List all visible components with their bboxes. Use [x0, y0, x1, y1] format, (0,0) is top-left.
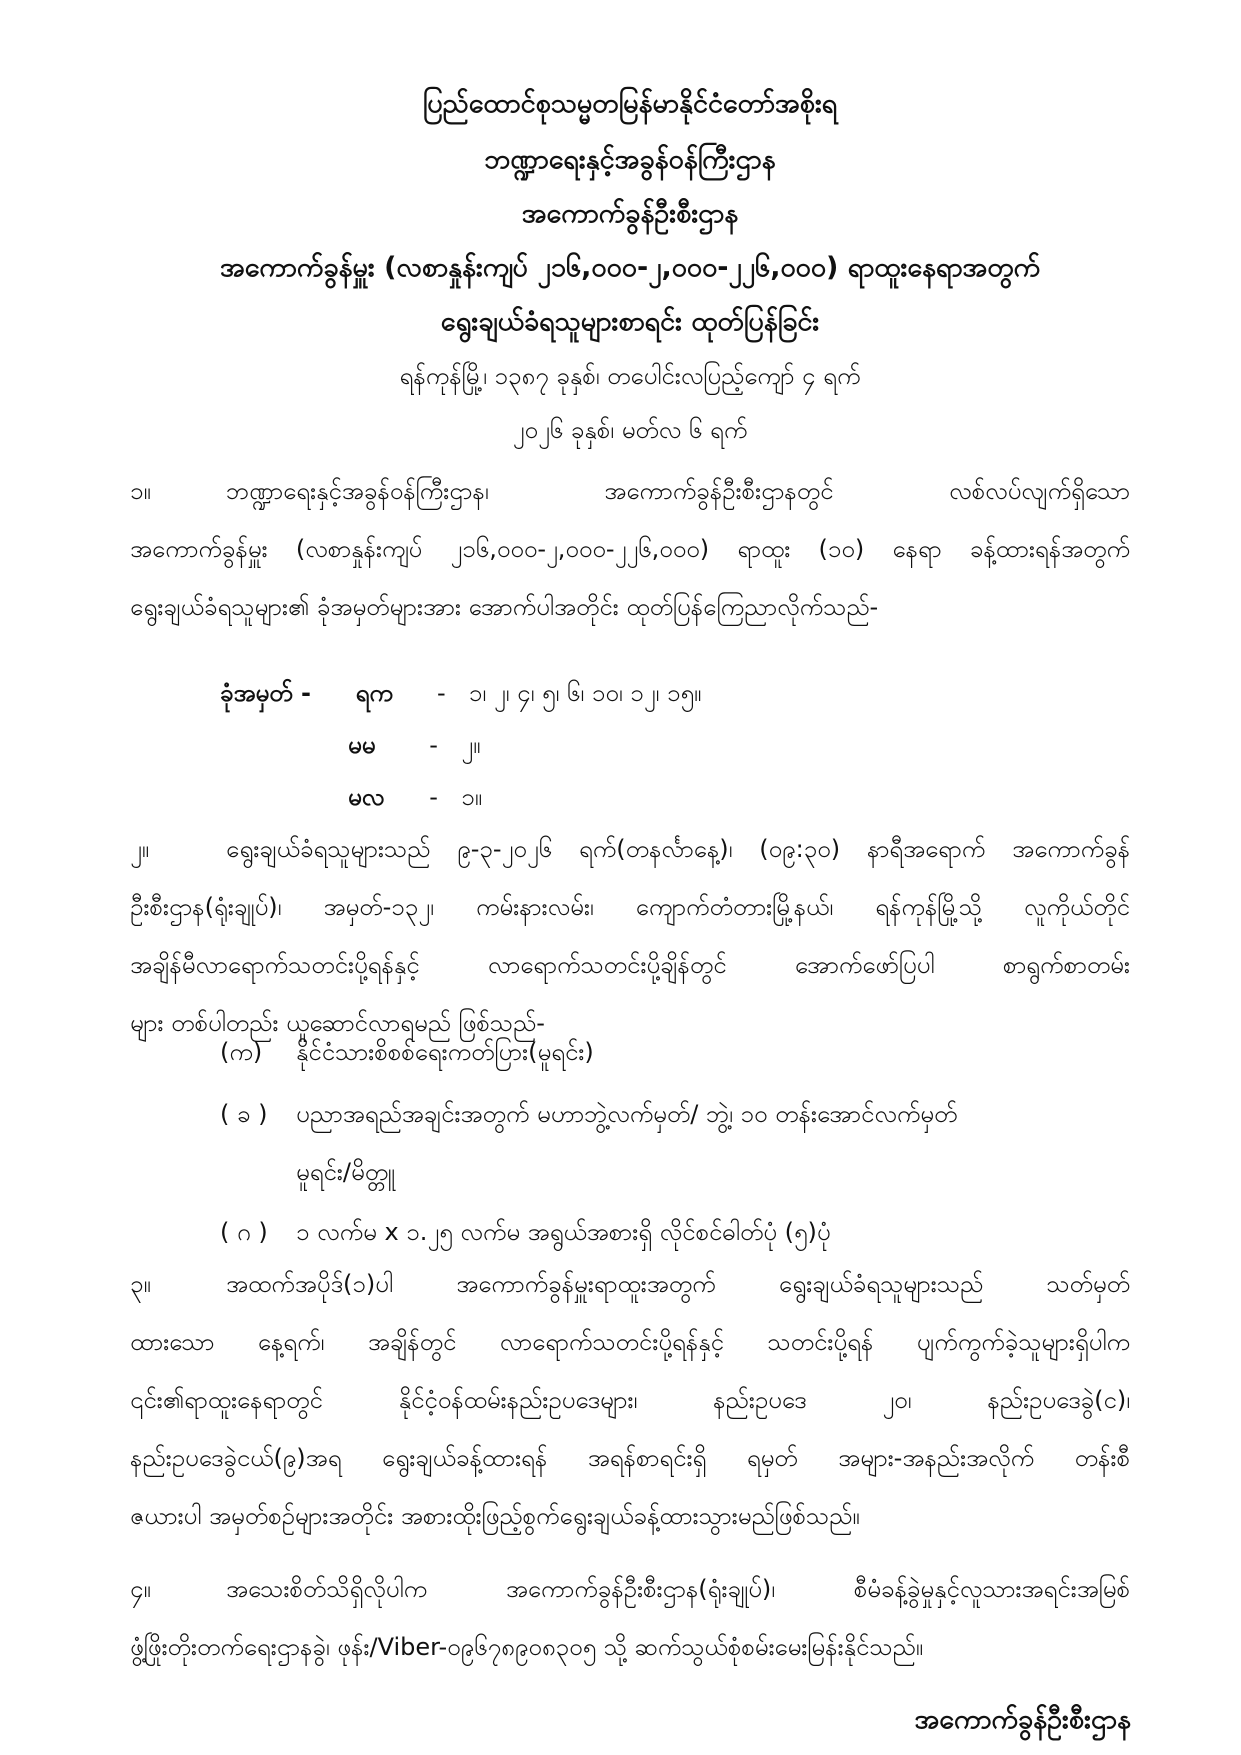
- paragraph-4-line: [130, 1560, 1130, 1618]
- seat-dash: -: [429, 731, 438, 759]
- paragraph-2-line: [130, 820, 1130, 878]
- seat-number-label: ခုံအမှတ် -: [220, 679, 311, 707]
- date-gregorian: ၂၀၂၆ ခုနှစ်၊ မတ်လ ၆ ရက်: [512, 416, 748, 444]
- document-text: နိုင်ငံသားစိစစ်ရေးကတ်ပြား(မူရင်း): [296, 1038, 594, 1066]
- signature-department: အကောက်ခွန်ဦးစီးဌာန: [914, 1704, 1131, 1735]
- paragraph-number: ၂။: [130, 835, 150, 863]
- seat-code: ရက: [355, 679, 393, 707]
- paragraph-3-line: [130, 1255, 1130, 1313]
- seat-code: မမ: [348, 731, 376, 759]
- paragraph-3-line: ဇယားပါ အမှတ်စဉ်များအတိုင်း အစားထိုးဖြည့်စွက်ရွေးချယ်ခန့်ထားသွားမည်ဖြစ်သည်။: [130, 1502, 860, 1530]
- seat-row-1: [220, 673, 701, 713]
- header-announcement-title: ရွေးချယ်ခံရသူများစာရင်း ထုတ်ပြန်ခြင်း: [440, 306, 820, 337]
- paragraph-number: ၄။: [130, 1575, 151, 1603]
- paragraph-1: [130, 462, 1130, 636]
- seat-row-3: [348, 777, 482, 817]
- paragraph-3-line: ထားသော နေ့ရက်၊ အချိန်တွင် လာရောက်သတင်းပို့ရန်နှင့် သတင်းပို့ရန် ပျက်ကွက်ခဲ့သူများရှိပါက: [130, 1328, 1130, 1356]
- document-mark: ( ဂ ): [220, 1218, 268, 1246]
- paragraph-3-line: နည်းဥပဒေခွဲငယ်(၉)အရ ရွေးချယ်ခန့်ထားရန် အရန်စာရင်းရှိ ရမှတ် အများ-အနည်းအလိုက် တန်းစီ: [130, 1444, 1130, 1472]
- paragraph-text: ဘဏ္ဍာရေးနှင့်အခွန်ဝန်ကြီးဌာန၊ အကောက်ခွန်ဦးစီးဌာနတွင် လစ်လပ်လျက်ရှိသော: [226, 477, 1130, 505]
- paragraph-text: အသေးစိတ်သိရှိလိုပါက အကောက်ခွန်ဦးစီးဌာန(ရုံးချုပ်)၊ စီမံခန့်ခွဲမှုနှင့်လူသားအရင်းအမြစ်: [226, 1575, 1130, 1603]
- paragraph-1-line: အကောက်ခွန်မှူး (လစာနှုန်းကျပ် ၂၁၆,၀၀၀-၂,၀၀၀-၂၂၆,၀၀၀) ရာထူး (၁၀) နေရာ ခန့်ထားရန်အတွက်: [130, 535, 1130, 563]
- document-text: ပညာအရည်အချင်းအတွက် မဟာဘွဲ့လက်မှတ်/ ဘွဲ့၊ ၁၀ တန်းအောင်လက်မှတ်: [296, 1100, 958, 1128]
- document-text: ၁ လက်မ x ၁.၂၅ လက်မ အရွယ်အစားရှိ လိုင်စင်ဓါတ်ပုံ (၅)ပုံ: [296, 1218, 831, 1246]
- paragraph-4-line: ဖွံ့ဖြိုးတိုးတက်ရေးဌာနခွဲ၊ ဖုန်း/Viber-၀၉၆၇၈၉၀၈၃၀၅ သို့ ဆက်သွယ်စုံစမ်းမေးမြန်းနိုင်သည်။: [130, 1633, 924, 1661]
- header-department: အကောက်ခွန်ဦးစီးဌာန: [521, 198, 739, 229]
- header-government: ပြည်ထောင်စုသမ္မတမြန်မာနိုင်ငံတော်အစိုးရ: [422, 88, 838, 119]
- seat-dash: -: [436, 679, 446, 707]
- paragraph-1-line: ရွေးချယ်ခံရသူများ၏ ခုံအမှတ်များအား အောက်ပါအတိုင်း ထုတ်ပြန်ကြေညာလိုက်သည်-: [130, 593, 879, 621]
- paragraph-3: [130, 1255, 1130, 1545]
- document-item-ga: [220, 1212, 831, 1252]
- seat-row-2: [348, 725, 480, 765]
- seat-code: မလ: [348, 783, 385, 811]
- document-item-ka: [220, 1032, 594, 1072]
- paragraph-number: ၁။: [130, 477, 151, 505]
- header-position-title: အကောက်ခွန်မှူး (လစာနှုန်းကျပ် ၂၁၆,၀၀၀-၂,၀၀၀-၂၂၆,၀၀၀) ရာထူးနေရာအတွက်: [219, 252, 1041, 283]
- document-item-kha-continued: မူရင်း/မိတ္တူ: [296, 1158, 395, 1186]
- seat-values: ၂။: [461, 731, 481, 759]
- paragraph-4: [130, 1560, 1130, 1676]
- document-mark: (က): [220, 1038, 263, 1066]
- paragraph-2-line: များ တစ်ပါတည်း ယူဆောင်လာရမည် ဖြစ်သည်-: [130, 1009, 545, 1037]
- date-myanmar: ရန်ကုန်မြို့၊ ၁၃၈၇ ခုနှစ်၊ တပေါင်းလပြည့်ကျော် ၄ ရက်: [399, 362, 861, 390]
- paragraph-number: ၃။: [130, 1270, 151, 1298]
- paragraph-1-line: [130, 462, 1130, 520]
- seat-dash: -: [429, 783, 438, 811]
- paragraph-2: [130, 820, 1130, 1052]
- paragraph-text: အထက်အပိုဒ်(၁)ပါ အကောက်ခွန်မှူးရာထူးအတွက် ရွေးချယ်ခံရသူများသည် သတ်မှတ်: [226, 1270, 1130, 1298]
- paragraph-2-line: ဦးစီးဌာန(ရုံးချုပ်)၊ အမှတ်-၁၃၂၊ ကမ်းနားလမ်း၊ ကျောက်တံတားမြို့နယ်၊ ရန်ကုန်မြို့သို့ လူကိုယ်တိုင်: [130, 893, 1130, 921]
- header-ministry: ဘဏ္ဍာရေးနှင့်အခွန်ဝန်ကြီးဌာန: [484, 144, 776, 175]
- document-item-kha: [220, 1094, 957, 1134]
- paragraph-3-line: ၎င်း၏ရာထူးနေရာတွင် နိုင်ငံ့ဝန်ထမ်းနည်းဥပဒေများ၊ နည်းဥပဒေ ၂၀၊ နည်းဥပဒေခွဲ(င)၊: [130, 1386, 1130, 1414]
- seat-values: ၁။: [461, 783, 483, 811]
- seat-values: ၁၊ ၂၊ ၄၊ ၅၊ ၆၊ ၁၀၊ ၁၂၊ ၁၅။: [468, 679, 702, 707]
- document-mark: ( ခ ): [220, 1100, 268, 1128]
- paragraph-text: ရွေးချယ်ခံရသူများသည် ၉-၃-၂၀၂၆ ရက်(တနင်္လာနေ့)၊ (၀၉:၃၀) နာရီအရောက် အကောက်ခွန်: [226, 835, 1130, 863]
- paragraph-2-line: အချိန်မီလာရောက်သတင်းပို့ရန်နှင့် လာရောက်သတင်းပို့ချိန်တွင် အောက်ဖော်ပြပါ စာရွက်စာတမ်း: [130, 951, 1130, 979]
